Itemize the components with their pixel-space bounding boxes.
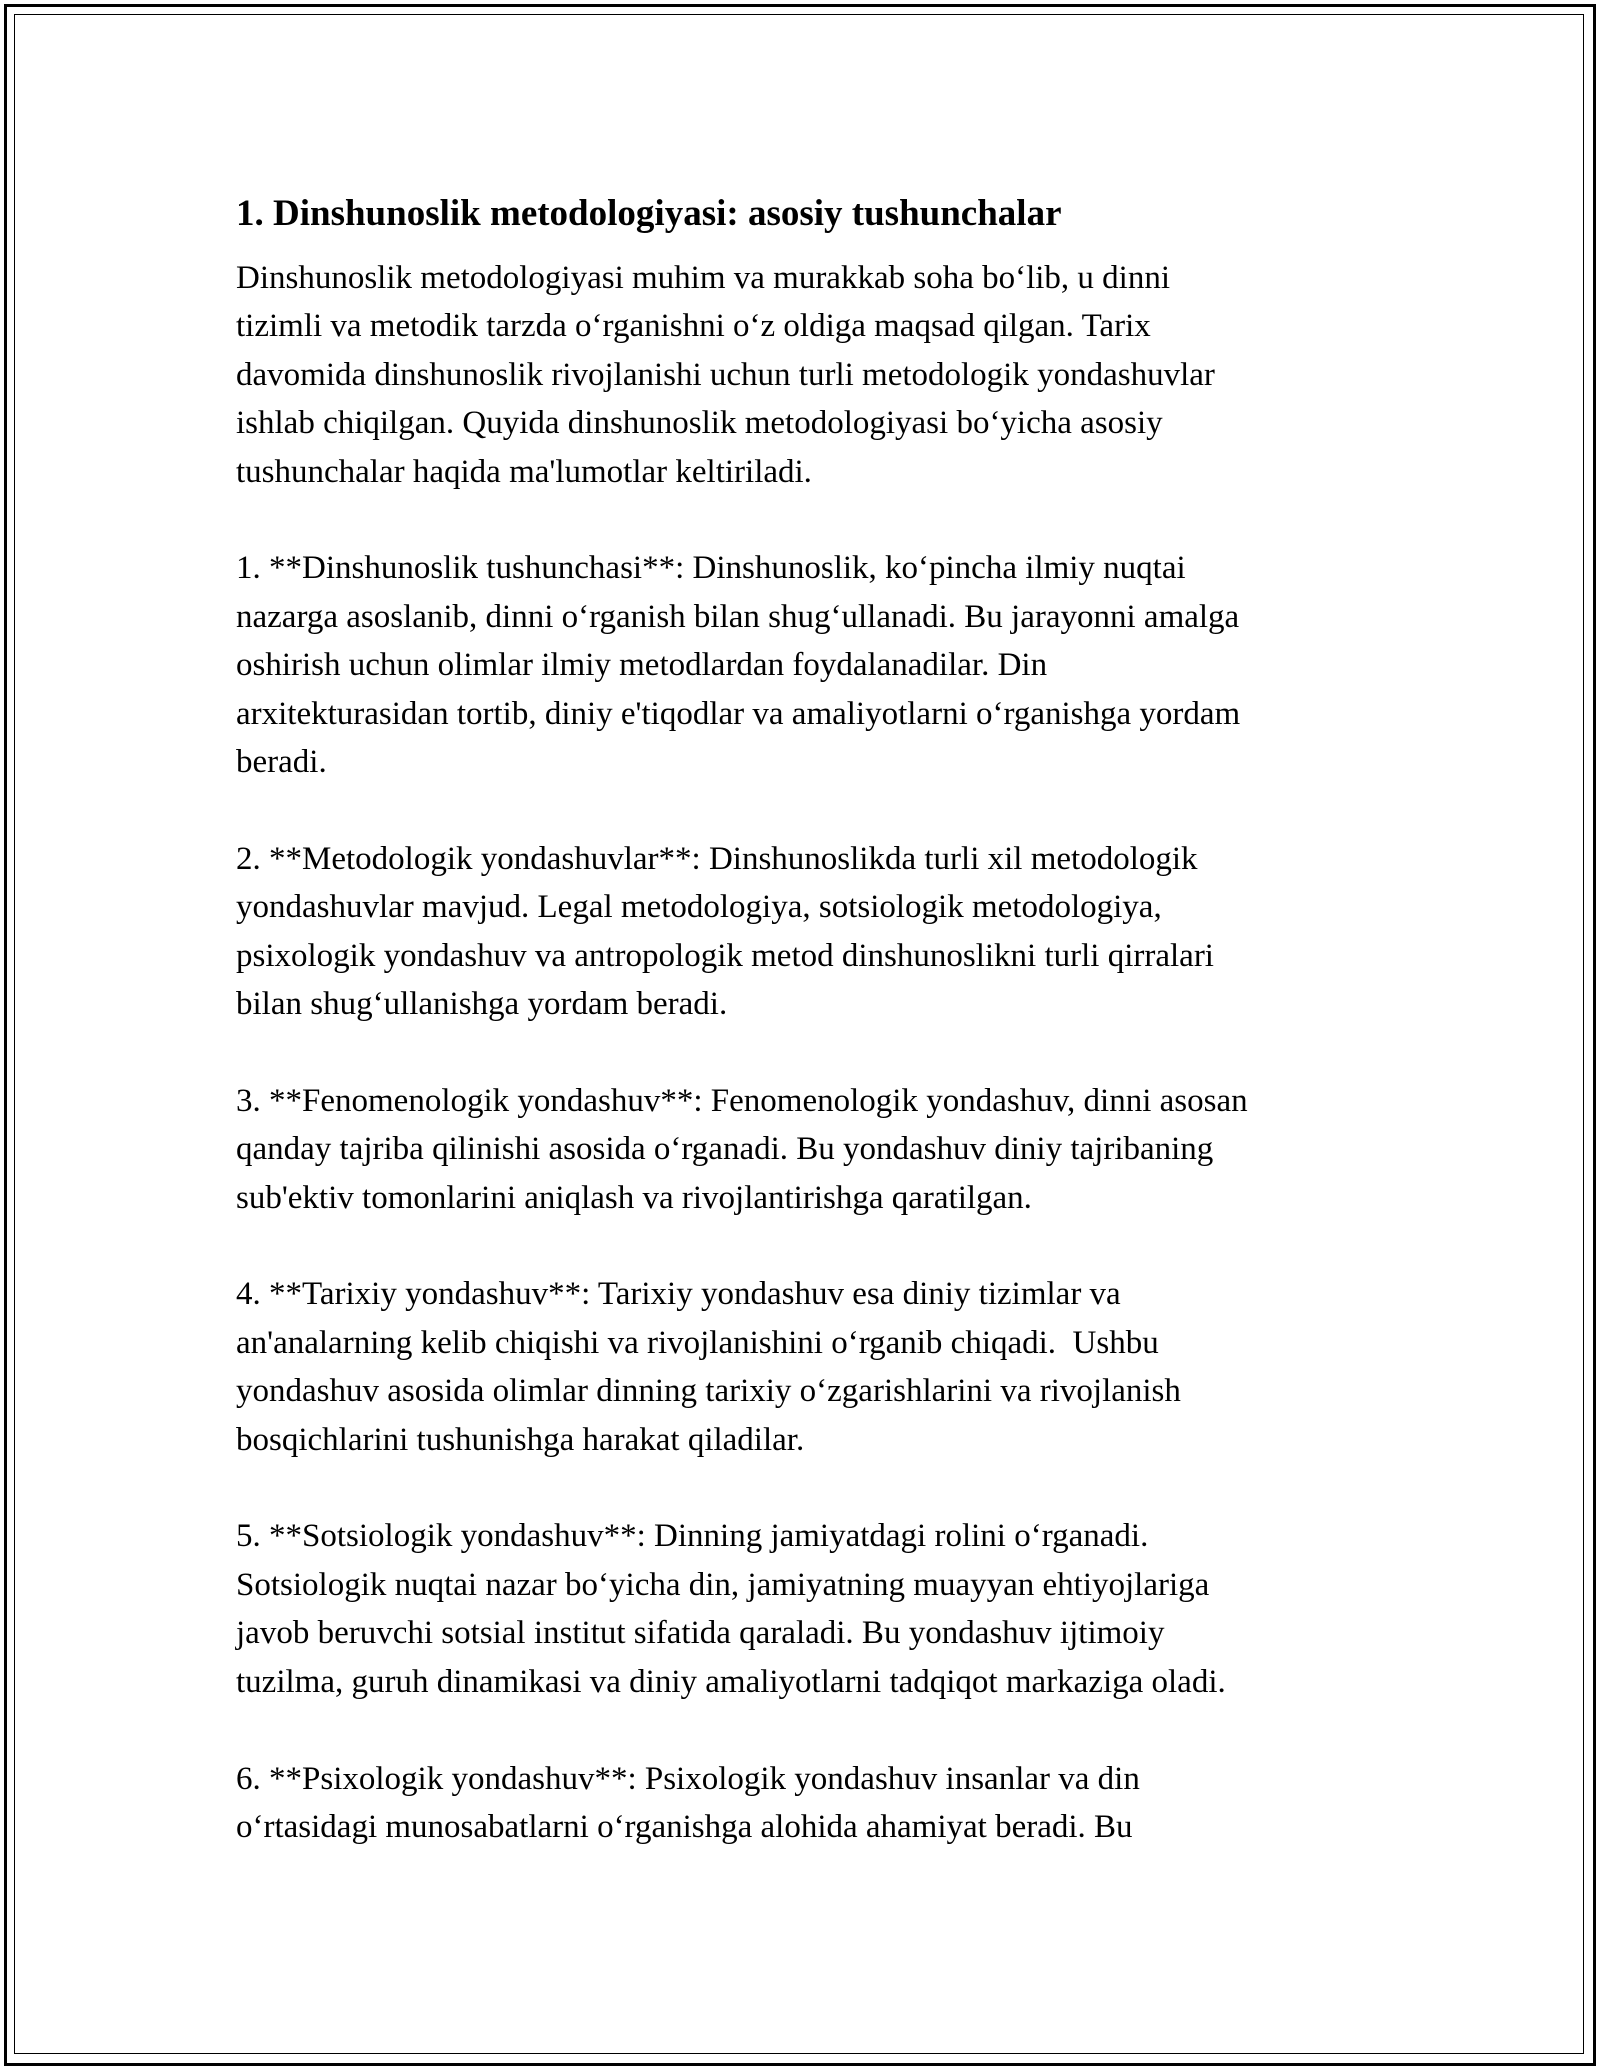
list-item-psixologik-yondashuv: 6. **Psixologik yondashuv**: Psixologik yondashuv insanlar va din o‘rtasidagi munosabatlarni o‘rganishga alohida ahamiyat beradi. Bu	[236, 1760, 1140, 1845]
document-body	[236, 188, 1386, 1900]
section-heading: 1. Dinshunoslik metodologiyasi: asosiy tushunchalar	[236, 193, 1062, 234]
list-item-sotsiologik-yondashuv: 5. **Sotsiologik yondashuv**: Dinning jamiyatdagi rolini o‘rganadi. Sotsiologik nuqtai nazar bo‘yicha din, jamiyatning muayyan ehtiyojlariga javob beruvchi sotsial institut sifatida qaraladi. Bu yondashuv ijtimoiy tuzilma, guruh dinamikasi va diniy amaliyotlarni tadqiqot markaziga oladi.	[236, 1518, 1226, 1700]
list-item-metodologik-yondashuvlar: 2. **Metodologik yondashuvlar**: Dinshunoslikda turli xil metodologik yondashuvlar mavjud. Legal metodologiya, sotsiologik metodologiya, psixologik yondashuv va antropologik metod dinshunoslikni turli qirralari bilan shug‘ullanishga yordam beradi.	[236, 840, 1214, 1023]
list-item-dinshunoslik-tushunchasi: 1. **Dinshunoslik tushunchasi**: Dinshunoslik, ko‘pincha ilmiy nuqtai nazarga asoslanib, dinni o‘rganish bilan shug‘ullanadi. Bu jarayonni amalga oshirish uchun olimlar ilmiy metodlardan foydalanadilar. Din arxitekturasidan tortib, diniy e'tiqodlar va amaliyotlarni o‘rganishga yordam beradi.	[236, 550, 1241, 781]
list-item-fenomenologik-yondashuv: 3. **Fenomenologik yondashuv**: Fenomenologik yondashuv, dinni asosan qanday tajriba qilinishi asosida o‘rganadi. Bu yondashuv diniy tajribaning sub'ektiv tomonlarini aniqlash va rivojlantirishga qaratilgan.	[236, 1082, 1248, 1216]
intro-paragraph: Dinshunoslik metodologiyasi muhim va murakkab soha bo‘lib, u dinni tizimli va metodik tarzda o‘rganishni o‘z oldiga maqsad qilgan. Tarix davomida dinshunoslik rivojlanishi uchun turli metodologik yondashuvlar ishlab chiqilgan. Quyida dinshunoslik metodologiyasi bo‘yicha asosiy tushunchalar haqida ma'lumotlar keltiriladi.	[236, 260, 1215, 490]
list-item-tarixiy-yondashuv: 4. **Tarixiy yondashuv**: Tarixiy yondashuv esa diniy tizimlar va an'analarning kelib chiqishi va rivojlanishini o‘rganib chiqadi. Ushbu yondashuv asosida olimlar dinning tarixiy o‘zgarishlarini va rivojlanish bosqichlarini tushunishga harakat qiladilar.	[236, 1276, 1181, 1458]
